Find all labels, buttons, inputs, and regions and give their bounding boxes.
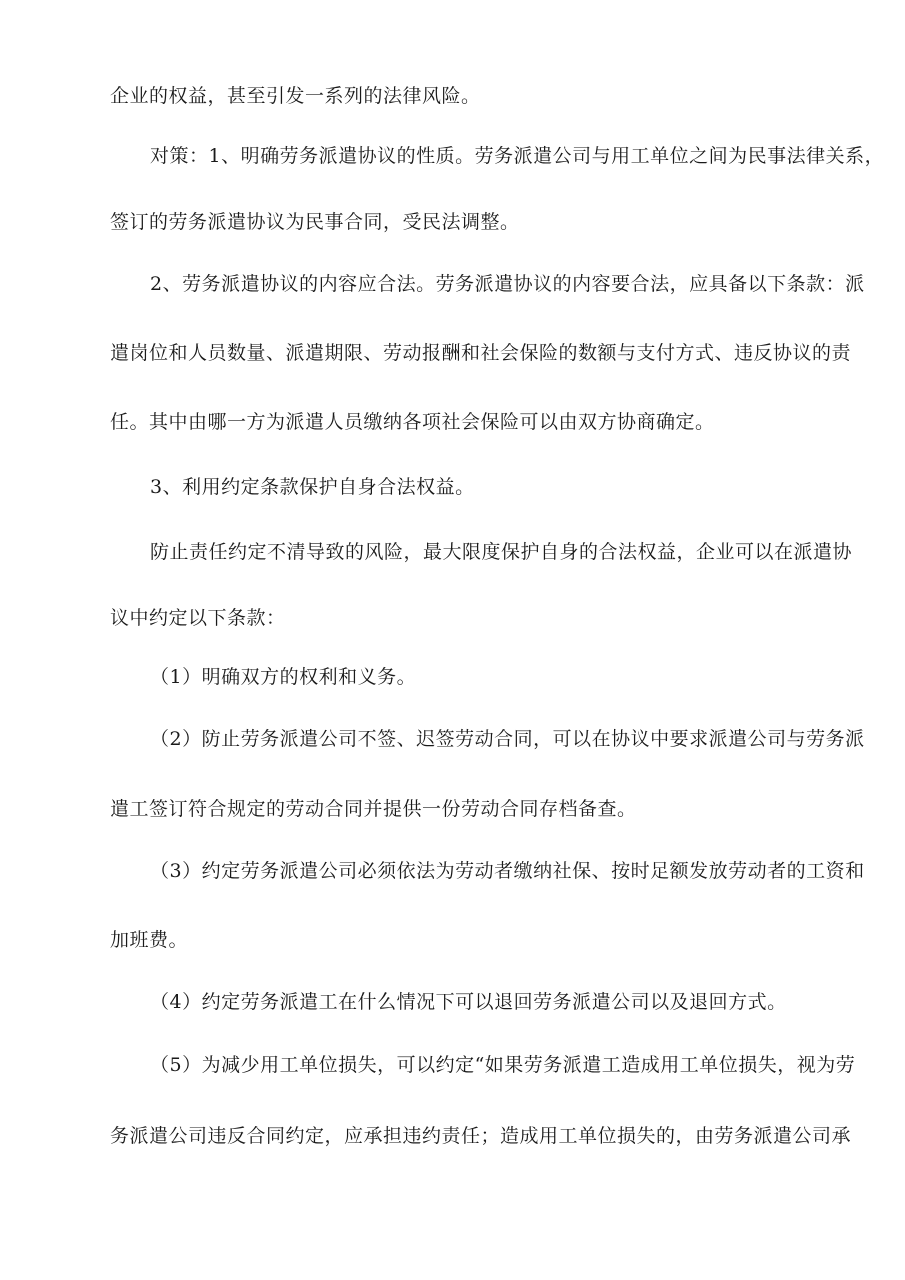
paragraph-line-5: 遣岗位和人员数量、派遣期限、劳动报酬和社会保险的数额与支付方式、违反协议的责 [110,342,852,364]
paragraph-line-9: 议中约定以下条款： [110,607,286,629]
paragraph-line-15: （4）约定劳务派遣工在什么情况下可以退回劳务派遣公司以及退回方式。 [150,991,787,1013]
paragraph-line-13: （3）约定劳务派遣公司必须依法为劳动者缴纳社保、按时足额发放劳动者的工资和 [150,860,865,882]
paragraph-line-1: 企业的权益，甚至引发一系列的法律风险。 [110,85,481,107]
paragraph-line-17: 务派遣公司违反合同约定，应承担违约责任；造成用工单位损失的，由劳务派遣公司承 [110,1125,852,1147]
paragraph-line-10: （1）明确双方的权利和义务。 [150,666,417,688]
paragraph-line-7: 3、利用约定条款保护自身合法权益。 [150,476,475,498]
paragraph-line-2: 对策：1、明确劳务派遣协议的性质。劳务派遣公司与用工单位之间为民事法律关系， [150,145,885,167]
paragraph-line-3: 签订的劳务派遣协议为民事合同，受民法调整。 [110,211,520,233]
paragraph-line-11: （2）防止劳务派遣公司不签、迟签劳动合同，可以在协议中要求派遣公司与劳务派 [150,728,865,750]
paragraph-line-8: 防止责任约定不清导致的风险，最大限度保护自身的合法权益，企业可以在派遣协 [150,541,853,563]
paragraph-line-4: 2、劳务派遣协议的内容应合法。劳务派遣协议的内容要合法，应具备以下条款：派 [150,273,865,295]
paragraph-line-14: 加班费。 [110,929,189,951]
paragraph-line-16: （5）为减少用工单位损失，可以约定“如果劳务派遣工造成用工单位损失，视为劳 [150,1054,856,1076]
paragraph-line-12: 遣工签订符合规定的劳动合同并提供一份劳动合同存档备查。 [110,798,637,820]
paragraph-line-6: 任。其中由哪一方为派遣人员缴纳各项社会保险可以由双方协商确定。 [110,411,715,433]
